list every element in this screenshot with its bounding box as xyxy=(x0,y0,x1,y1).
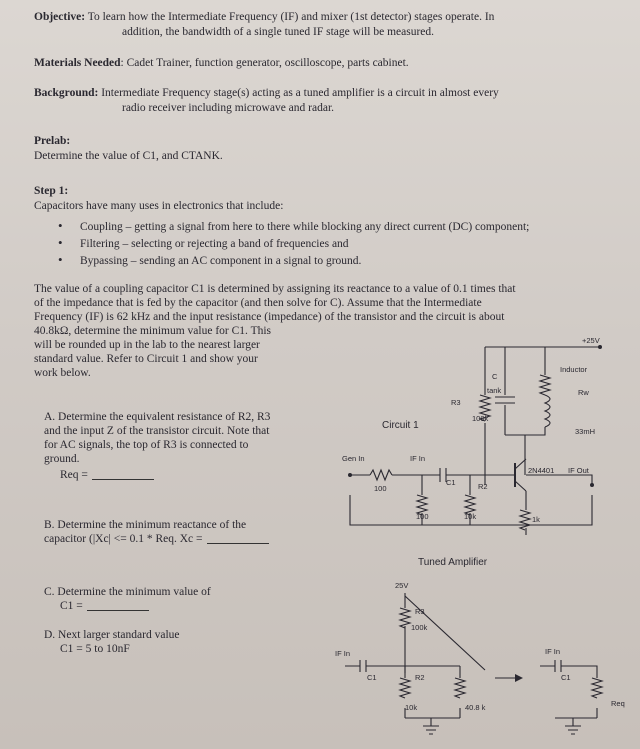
c1-r2-label: R2 xyxy=(478,482,488,491)
tuned-amplifier-caption: Tuned Amplifier xyxy=(418,557,488,568)
c2-rin-resistor xyxy=(455,678,465,698)
step1-intro: Capacitors have many uses in electronics that include: xyxy=(34,200,284,212)
c2-req-label: Req xyxy=(611,699,625,708)
transistor-leads xyxy=(515,459,526,491)
c2-r3-label: R3 xyxy=(415,607,425,616)
circuit-1-diagram xyxy=(330,335,620,575)
rw-resistor xyxy=(540,375,550,395)
c1-r3-value: 100k xyxy=(472,414,489,423)
c1-re-value: 1k xyxy=(532,515,540,524)
para-line-7: work below. xyxy=(34,367,91,379)
c1-if-in-label: IF In xyxy=(410,454,426,463)
c1-inductor-label: Inductor xyxy=(560,365,588,374)
c1-r100-value: 100 xyxy=(416,512,429,521)
question-c-2 xyxy=(60,599,149,613)
background-label: Background: xyxy=(34,87,99,99)
if-out-wire xyxy=(526,475,592,485)
uses-list xyxy=(58,218,529,269)
prelab-label: Prelab: xyxy=(34,135,71,147)
question-b-2 xyxy=(44,532,269,546)
para-line-6: standard value. Refer to Circuit 1 and show your xyxy=(34,353,258,365)
objective-line-2: addition, the bandwidth of a single tuned IF stage will be measured. xyxy=(122,26,435,38)
question-c-1: C. Determine the minimum value of xyxy=(44,586,211,598)
arrow-icon xyxy=(515,674,523,682)
bullet-bypassing: • Bypassing – sending an AC component in a signal to ground. xyxy=(58,252,529,269)
c2-right-if-in-label: IF In xyxy=(545,647,561,656)
c1-rw-label: Rw xyxy=(578,388,589,397)
c1-tank-label: tank xyxy=(487,386,502,395)
c2-right-c1-label: C1 xyxy=(561,673,571,682)
c2-r2-value: 10k xyxy=(405,703,418,712)
question-a-2: and the input Z of the transistor circuit. Note that xyxy=(44,425,270,437)
re-resistor xyxy=(520,510,530,530)
inductor-coil xyxy=(545,395,550,427)
c2-c1-capacitor xyxy=(345,660,460,672)
circuit-1-title: Circuit 1 xyxy=(382,420,419,431)
objective-text-1: To learn how the Intermediate Frequency (IF) and mixer (1st detector) stages operate. In xyxy=(87,11,495,23)
materials-label: Materials Needed xyxy=(34,57,121,69)
question-b-text: capacitor (|Xc| <= 0.1 * Req. Xc = xyxy=(44,533,203,545)
c1-transistor-label: 2N4401 xyxy=(528,466,555,475)
background-line-2: radio receiver including microwave and radar. xyxy=(122,102,335,114)
c1-if-out-label: IF Out xyxy=(568,466,589,475)
c2-rin-value: 40.8 k xyxy=(465,703,486,712)
vcc-terminal xyxy=(598,345,602,349)
c1-vcc-label: +25V xyxy=(582,336,600,345)
para-line-5: will be rounded up in the lab to the nearest larger xyxy=(34,339,260,351)
para-line-4: 40.8kΩ, determine the minimum value for C1. This xyxy=(34,325,272,337)
req-label: Req = xyxy=(60,469,88,481)
c1-c-label: C xyxy=(492,372,498,381)
question-d-2: C1 = 5 to 10nF xyxy=(60,643,130,655)
c1-r3-label: R3 xyxy=(451,398,461,407)
question-a-1: A. Determine the equivalent resistance of R2, R3 xyxy=(44,411,271,423)
c2-r3-resistor xyxy=(400,608,410,628)
background-text-1: Intermediate Frequency stage(s) acting as a tuned amplifier is a circuit in almost every xyxy=(101,87,499,99)
c2-r2-resistor xyxy=(400,678,410,698)
c2-ground xyxy=(405,718,460,734)
c1-c1-label: C1 xyxy=(446,478,456,487)
req-answer xyxy=(60,468,154,482)
tank-bottom-wire xyxy=(505,427,545,435)
c2-if-in-label: IF In xyxy=(335,649,351,658)
c1-l-value: 33mH xyxy=(575,427,596,436)
materials-text: : Cadet Trainer, function generator, oscilloscope, parts cabinet. xyxy=(120,57,409,69)
para-line-3: Frequency (IF) is 62 kHz and the input resistance (impedance) of the transistor and the circuit is about xyxy=(34,311,505,323)
gen-in-terminal xyxy=(348,473,352,477)
question-b-1: B. Determine the minimum reactance of the xyxy=(44,519,247,531)
c2-c1-label: C1 xyxy=(367,673,377,682)
materials-line xyxy=(34,56,409,70)
step1-label: Step 1: xyxy=(34,185,69,197)
objective-label: Objective: xyxy=(34,11,86,23)
c1-r2-value: 10k xyxy=(464,512,477,521)
c2-right-c1 xyxy=(540,660,597,718)
para-line-2: of the impedance that is fed by the capacitor (and then solve for C). Assume that the Intermediate xyxy=(34,297,482,309)
question-d-1: D. Next larger standard value xyxy=(44,629,180,641)
circuit-2-diagram xyxy=(335,578,635,743)
c2-right-ground xyxy=(555,718,597,734)
bullet-filtering: • Filtering – selecting or rejecting a band of frequencies and xyxy=(58,235,529,252)
question-a-4: ground. xyxy=(44,453,80,465)
c1-label: C1 = xyxy=(60,600,83,612)
req-blank[interactable] xyxy=(92,479,154,480)
c2-r2-label: R2 xyxy=(415,673,425,682)
if-out-terminal xyxy=(590,483,594,487)
bullet-coupling: • Coupling – getting a signal from here to there while blocking any direct current (DC) component; xyxy=(58,218,529,235)
r-gen-resistor xyxy=(370,470,392,480)
c1-r-gen-value: 100 xyxy=(374,484,387,493)
question-a-3: for AC signals, the top of R3 is connected to xyxy=(44,439,249,451)
c1-blank[interactable] xyxy=(87,610,149,611)
c2-vcc-label: 25V xyxy=(395,581,409,590)
c2-r3-value: 100k xyxy=(411,623,428,632)
objective-line-1 xyxy=(34,10,494,24)
c2-req-resistor xyxy=(592,678,602,698)
para-line-1: The value of a coupling capacitor C1 is determined by assigning its reactance to a value of 0.1 times that xyxy=(34,283,516,295)
background-line-1 xyxy=(34,86,499,100)
prelab-text: Determine the value of C1, and CTANK. xyxy=(34,150,223,162)
xc-blank[interactable] xyxy=(207,543,269,544)
c1-gen-in-label: Gen In xyxy=(342,454,365,463)
